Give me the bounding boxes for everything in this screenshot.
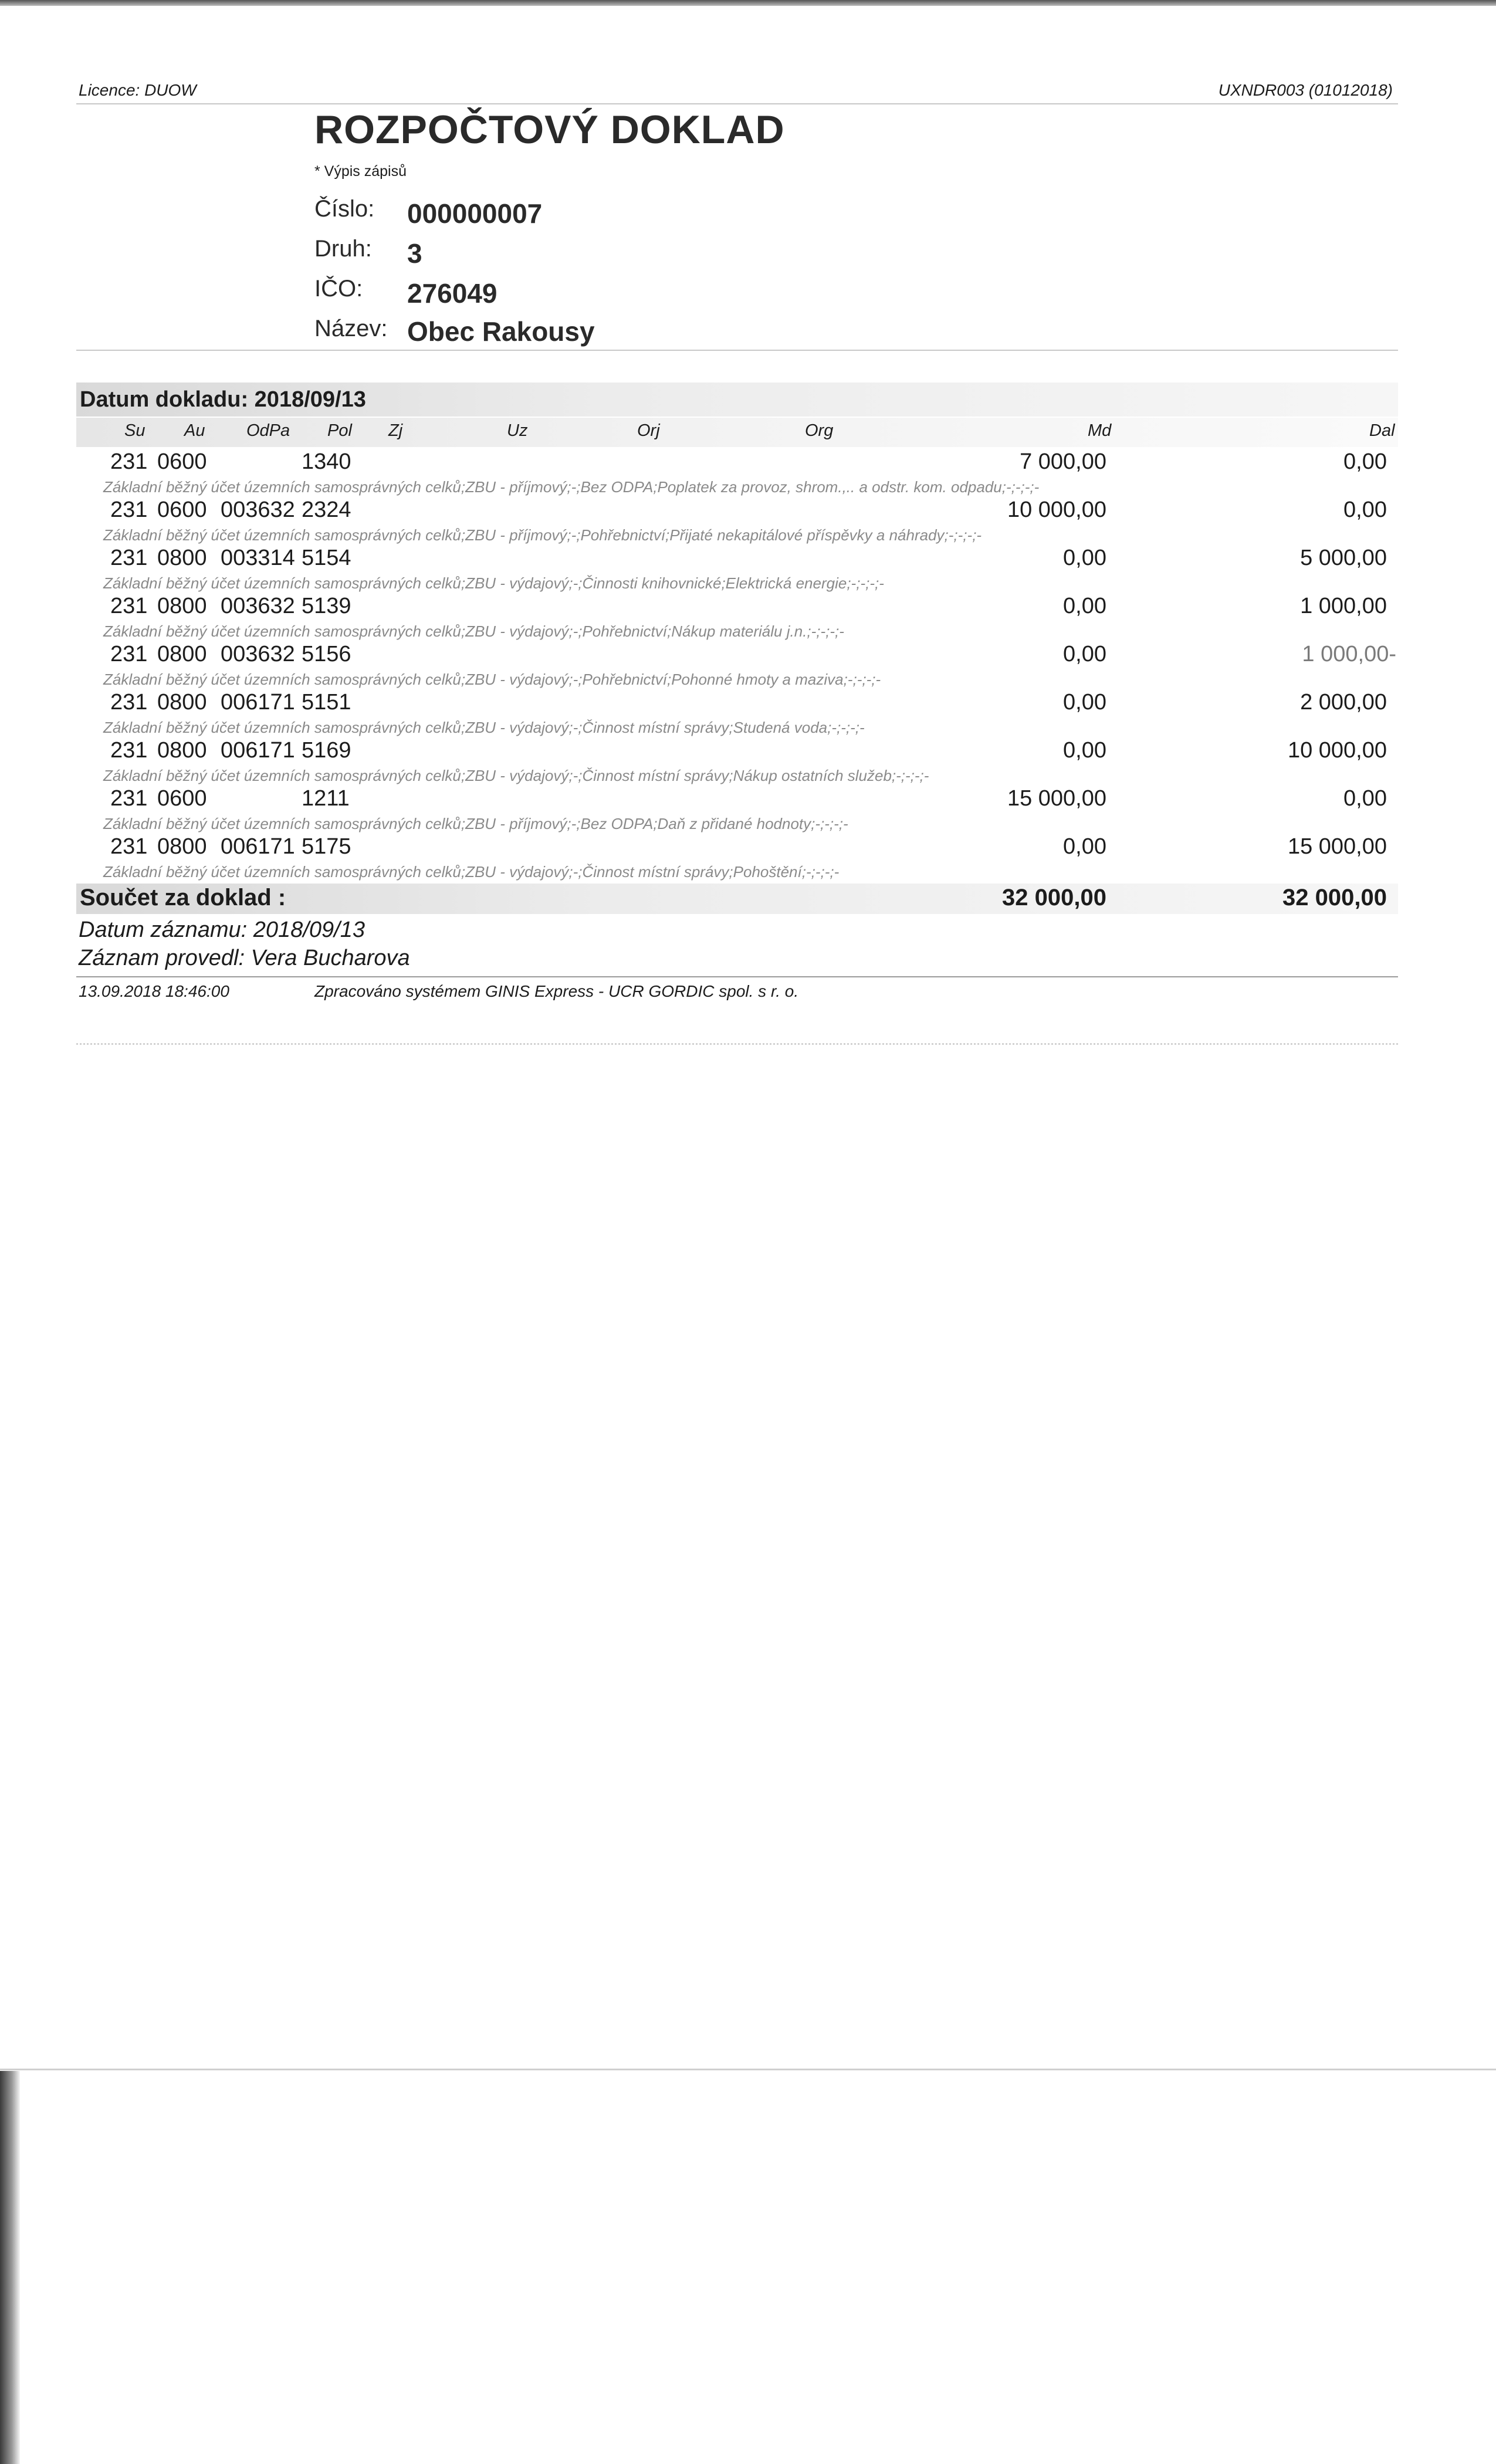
row-au: 0800 <box>157 546 207 570</box>
row-dal: 1 000,00 <box>1300 594 1387 618</box>
col-odpa: OdPa <box>246 421 290 440</box>
row-md: 10 000,00 <box>1007 497 1106 522</box>
row-odpa: 003632 <box>221 497 295 522</box>
total-label: Součet za doklad : <box>80 885 286 911</box>
col-pol: Pol <box>327 421 352 440</box>
row-odpa: 003632 <box>221 642 295 666</box>
row-su: 231 <box>110 594 148 618</box>
col-md: Md <box>1088 421 1112 440</box>
row-md: 15 000,00 <box>1007 786 1106 811</box>
row-au: 0800 <box>157 594 207 618</box>
scan-page-edge <box>0 2069 1496 2070</box>
col-au: Au <box>184 421 205 440</box>
row-dal: 0,00 <box>1343 449 1387 474</box>
row-description: Základní běžný účet územních samosprávných celků;ZBU - příjmový;-;Bez ODPA;Poplatek za provoz, shrom.,.. a odstr. kom. odpadu;-;-;-;- <box>103 478 1040 496</box>
row-description: Základní běžný účet územních samosprávných celků;ZBU - výdajový;-;Činnost místní správy;Pohoštění;-;-;-;- <box>103 863 840 881</box>
row-dal: 2 000,00 <box>1300 690 1387 715</box>
col-orj: Orj <box>637 421 660 440</box>
recorded-by: Záznam provedl: Vera Bucharova <box>79 946 410 970</box>
row-au: 0800 <box>157 690 207 715</box>
row-pol: 5169 <box>302 738 351 763</box>
row-description: Základní běžný účet územních samosprávných celků;ZBU - příjmový;-;Pohřebnictví;Přijaté nekapitálové příspěvky a náhrady;-;-;-;- <box>103 526 982 544</box>
row-pol: 1340 <box>302 449 351 474</box>
row-description: Základní běžný účet územních samosprávných celků;ZBU - výdajový;-;Činnost místní správy;Studená voda;-;-;-;- <box>103 719 865 736</box>
row-odpa: 006171 <box>221 690 295 715</box>
col-uz: Uz <box>507 421 528 440</box>
document-title: ROZPOČTOVÝ DOKLAD <box>314 107 785 152</box>
row-au: 0800 <box>157 834 207 859</box>
field-label-druh: Druh: <box>314 236 372 262</box>
row-au: 0800 <box>157 642 207 666</box>
row-su: 231 <box>110 690 148 715</box>
row-md: 0,00 <box>1063 690 1106 715</box>
form-code: UXNDR003 (01012018) <box>1218 81 1393 99</box>
row-pol: 5154 <box>302 546 351 570</box>
row-pol: 1211 <box>302 786 350 811</box>
row-md: 0,00 <box>1063 594 1106 618</box>
scan-left-shadow <box>0 2071 20 2464</box>
row-md: 0,00 <box>1063 642 1106 666</box>
row-su: 231 <box>110 497 148 522</box>
row-dal: 15 000,00 <box>1287 834 1387 859</box>
row-odpa: 003314 <box>221 546 295 570</box>
field-label-cislo: Číslo: <box>314 196 375 222</box>
system-note: Zpracováno systémem GINIS Express - UCR GORDIC spol. s r. o. <box>314 982 799 1000</box>
row-su: 231 <box>110 642 148 666</box>
row-pol: 2324 <box>302 497 351 522</box>
row-md: 0,00 <box>1063 834 1106 859</box>
field-value-cislo: 000000007 <box>407 198 543 229</box>
row-odpa: 006171 <box>221 738 295 763</box>
header-bottom-rule <box>76 350 1398 351</box>
row-su: 231 <box>110 738 148 763</box>
row-pol: 5175 <box>302 834 351 859</box>
row-su: 231 <box>110 834 148 859</box>
row-pol: 5151 <box>302 690 351 715</box>
row-dal-negative: 1 000,00- <box>1302 642 1396 666</box>
scan-top-edge <box>0 0 1496 6</box>
row-description: Základní běžný účet územních samosprávných celků;ZBU - výdajový;-;Pohřebnictví;Nákup materiálu j.n.;-;-;-;- <box>103 622 844 640</box>
row-au: 0600 <box>157 497 207 522</box>
row-md: 7 000,00 <box>1020 449 1106 474</box>
row-md: 0,00 <box>1063 546 1106 570</box>
field-value-ico: 276049 <box>407 278 497 309</box>
row-description: Základní běžný účet územních samosprávných celků;ZBU - příjmový;-;Bez ODPA;Daň z přidané hodnoty;-;-;-;- <box>103 815 848 832</box>
field-label-ico: IČO: <box>314 276 363 302</box>
document-date: Datum dokladu: 2018/09/13 <box>80 387 366 412</box>
col-su: Su <box>124 421 145 440</box>
field-label-nazev: Název: <box>314 316 388 341</box>
row-su: 231 <box>110 449 148 474</box>
header-rule <box>76 103 1398 104</box>
row-odpa: 006171 <box>221 834 295 859</box>
row-au: 0600 <box>157 786 207 811</box>
row-au: 0800 <box>157 738 207 763</box>
col-dal: Dal <box>1369 421 1395 440</box>
row-au: 0600 <box>157 449 207 474</box>
row-su: 231 <box>110 786 148 811</box>
document-subtitle: * Výpis zápisů <box>314 163 407 180</box>
dotted-separator <box>76 1043 1398 1045</box>
col-zj: Zj <box>388 421 403 440</box>
licence-label: Licence: DUOW <box>79 81 197 99</box>
row-dal: 10 000,00 <box>1287 738 1387 763</box>
row-pol: 5139 <box>302 594 351 618</box>
row-dal: 0,00 <box>1343 786 1387 811</box>
row-description: Základní běžný účet územních samosprávných celků;ZBU - výdajový;-;Činnosti knihovnické;Elektrická energie;-;-;-;- <box>103 574 884 592</box>
record-date: Datum záznamu: 2018/09/13 <box>79 918 365 942</box>
row-description: Základní běžný účet územních samosprávných celků;ZBU - výdajový;-;Činnost místní správy;Nákup ostatních služeb;-;-;-;- <box>103 767 929 784</box>
row-su: 231 <box>110 546 148 570</box>
total-md: 32 000,00 <box>1002 885 1106 911</box>
row-dal: 0,00 <box>1343 497 1387 522</box>
footer-rule <box>76 976 1398 977</box>
row-dal: 5 000,00 <box>1300 546 1387 570</box>
row-description: Základní běžný účet územních samosprávných celků;ZBU - výdajový;-;Pohřebnictví;Pohonné hmoty a maziva;-;-;-;- <box>103 671 881 688</box>
row-odpa: 003632 <box>221 594 295 618</box>
row-pol: 5156 <box>302 642 351 666</box>
total-dal: 32 000,00 <box>1282 885 1387 911</box>
field-value-druh: 3 <box>407 238 422 269</box>
field-value-nazev: Obec Rakousy <box>407 316 595 347</box>
print-timestamp: 13.09.2018 18:46:00 <box>79 982 229 1000</box>
row-md: 0,00 <box>1063 738 1106 763</box>
col-org: Org <box>805 421 834 440</box>
